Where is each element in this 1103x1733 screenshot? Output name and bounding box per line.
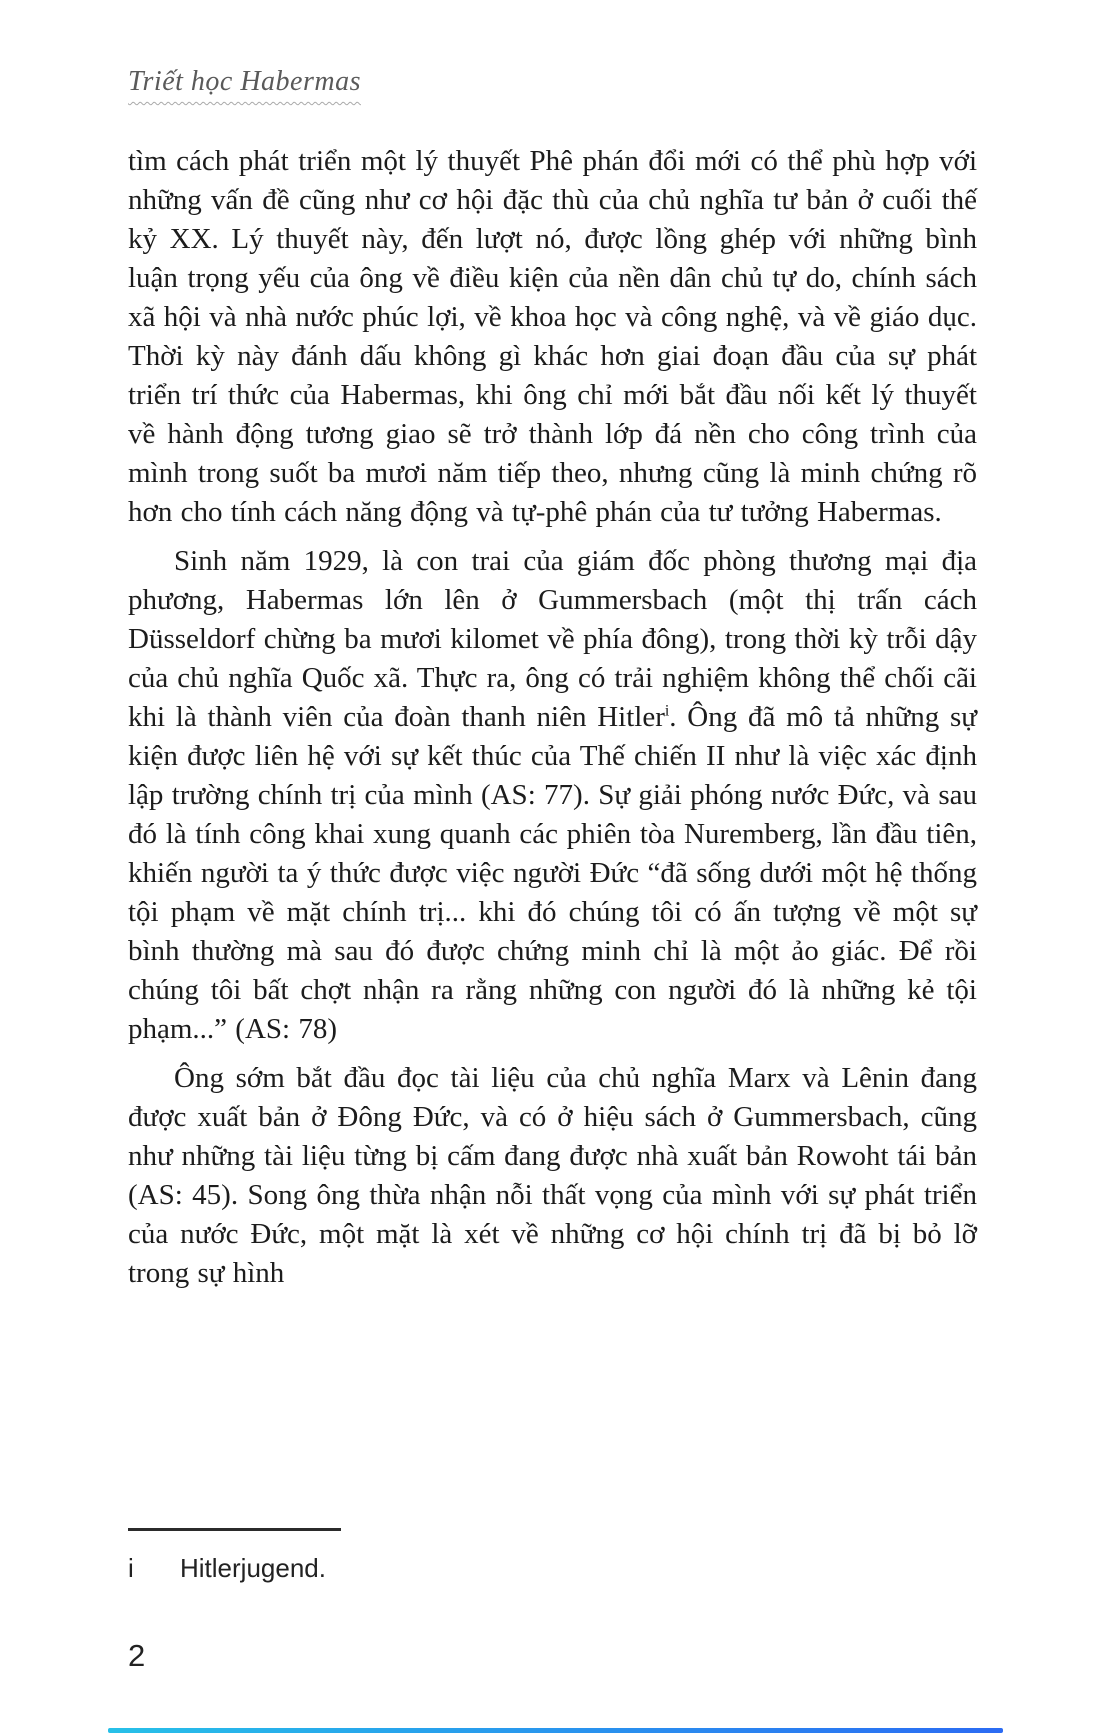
footnote-line bbox=[128, 1553, 977, 1584]
body-text bbox=[128, 142, 977, 1293]
reading-progress-bar bbox=[108, 1728, 1003, 1733]
footnote-text: Hitlerjugend. bbox=[180, 1553, 326, 1583]
paragraph-2-text-after-note: . Ông đã mô tả những sự kiện được liên hệ với sự kết thúc của Thế chiến II như là việc xác định lập trường chính trị của mình (AS: 77). Sự giải phóng nước Đức, và sau đó là tính công khai xung quanh các phiên tòa Nuremberg, lần đầu tiên, khiến người ta ý thức được việc người Đức “đã sống dưới một hệ thống tội phạm về mặt chính trị... khi đó chúng tôi có ấn tượng về một sự bình thường mà sau đó được chứng minh chỉ là một ảo giác. Để rồi chúng tôi bất chợt nhận ra rằng những con người đó là những kẻ tội phạm...” (AS: 78) bbox=[128, 701, 977, 1045]
footnote-block bbox=[128, 1528, 977, 1584]
paragraph-3: Ông sớm bắt đầu đọc tài liệu của chủ nghĩa Marx và Lênin đang được xuất bản ở Đông Đức, và có ở hiệu sách ở Gummersbach, cũng như những tài liệu từng bị cấm đang được nhà xuất bản Rowoht tái bản (AS: 45). Song ông thừa nhận nỗi thất vọng của mình với sự phát triển của nước Đức, một mặt là xét về những cơ hội chính trị đã bị bỏ lỡ trong sự hình bbox=[128, 1062, 977, 1289]
footnote-reference-marker: i bbox=[664, 702, 670, 720]
footnote-separator-rule bbox=[128, 1528, 341, 1531]
footnote-marker: i bbox=[128, 1553, 134, 1583]
paragraph-1: tìm cách phát triển một lý thuyết Phê phán đổi mới có thể phù hợp với những vấn đề cũng như cơ hội đặc thù của chủ nghĩa tư bản ở cuối thế kỷ XX. Lý thuyết này, đến lượt nó, được lồng ghép với những bình luận trọng yếu của ông về điều kiện của nền dân chủ tự do, chính sách xã hội và nhà nước phúc lợi, về khoa học và công nghệ, và về giáo dục. Thời kỳ này đánh dấu không gì khác hơn giai đoạn đầu của sự phát triển trí thức của Habermas, khi ông chỉ mới bắt đầu nối kết lý thuyết về hành động tương giao sẽ trở thành lớp đá nền cho công trình của mình trong suốt ba mươi năm tiếp theo, nhưng cũng là minh chứng rõ hơn cho tính cách năng động và tự-phê phán của tư tưởng Habermas. bbox=[128, 145, 977, 528]
page-content bbox=[128, 66, 977, 1293]
paragraph-2-text-before-note: Sinh năm 1929, là con trai của giám đốc phòng thương mại địa phương, Habermas lớn lên ở Gummersbach (một thị trấn cách Düsseldorf chừng ba mươi kilomet về phía đông), trong thời kỳ trỗi dậy của chủ nghĩa Quốc xã. Thực ra, ông có trải nghiệm không thể chối cãi khi là thành viên của đoàn thanh niên Hitler bbox=[128, 545, 977, 733]
paragraph-2 bbox=[128, 542, 977, 1049]
running-head: Triết học Habermas bbox=[128, 66, 361, 97]
page-number: 2 bbox=[128, 1638, 146, 1673]
